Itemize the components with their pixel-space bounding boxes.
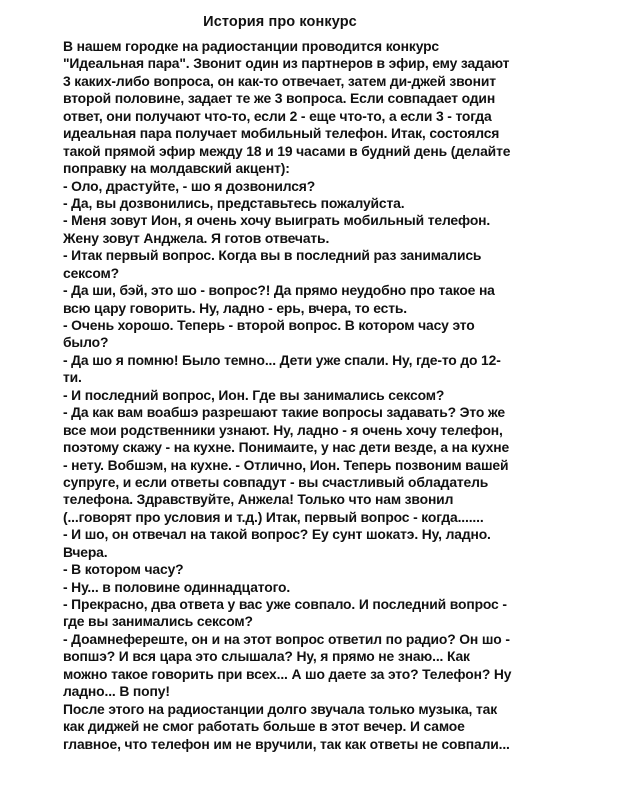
story-line: - Да ши, бэй, это шо - вопрос?! Да прямо неудобно про такое на: [63, 282, 495, 299]
story-line: поправку на молдавский акцент):: [63, 160, 290, 177]
story-body: [63, 38, 608, 753]
story-line: второй половине, задает те же 3 вопроса. Если совпадает один: [63, 90, 496, 107]
story-line: ответ, они получают что-то, если 2 - еще что-то, а если 3 - тогда: [63, 107, 492, 124]
story-line: поэтому скажу - на кухне. Понимаите, у нас дети везде, а на кухне: [63, 439, 510, 456]
story-line: телефона. Здравствуйте, Анжела! Только что нам звонил: [63, 491, 454, 508]
story-line: - Прекрасно, два ответа у вас уже совпало. И последний вопрос -: [63, 596, 507, 612]
story-line: - Оло, драстуйте, - шо я дозвонился?: [63, 177, 316, 194]
story-line: - Да шо я помню! Было темно... Дети уже спали. Ну, где-то до 12-: [63, 351, 501, 368]
story-line: Жену зовут Анджела. Я готов отвечать.: [63, 229, 330, 246]
story-line: В нашем городке на радиостанции проводится конкурс: [63, 38, 439, 54]
story-line: - Доамнеферeште, он и на этот вопрос ответил по радио? Он шо -: [63, 630, 510, 647]
story-line: все мои родственники узнают. Ну, ладно - я очень хочу телефон,: [63, 421, 503, 438]
story-line: всю цару говорить. Ну, ладно - ерь, вчера, то есть.: [63, 299, 408, 316]
story-line: идеальная пара получает мобильный телефон. Итак, состоялся: [63, 125, 500, 142]
story-line: - И шо, он отвечал на такой вопрос? Еу сунт шокатэ. Ну, ладно.: [63, 526, 491, 543]
story-line: - В котором часу?: [63, 561, 184, 578]
story-line: - Итак первый вопрос. Когда вы в последний раз занимались: [63, 247, 482, 264]
story-line: вопшэ? И вся цара это слышала? Ну, я прямо не знаю... Как: [63, 648, 470, 665]
story-line: - Да, вы дозвонились, представьтесь пожалуйста.: [63, 194, 405, 211]
story-title: История про конкурс: [203, 14, 357, 30]
story-line: сексом?: [63, 264, 119, 281]
story-line: главное, что телефон им не вручили, так как ответы не совпали...: [63, 735, 510, 752]
story-line: - Да как вам воабшэ разрешают такие вопросы задавать? Это же: [63, 404, 505, 421]
story-line: можно такое говорить при всех... А шо даете за это? Телефон? Ну: [63, 665, 512, 682]
story-line: - Меня зовут Ион, я очень хочу выиграть мобильный телефон.: [63, 212, 491, 229]
story-line: - Очень хорошо. Теперь - второй вопрос. В котором часу это: [63, 317, 475, 333]
story-line: "Идеальная пара". Звонит один из партнеров в эфир, ему задают: [63, 55, 510, 72]
story-line: ти.: [63, 369, 82, 386]
story-line: где вы занимались сексом?: [63, 613, 253, 630]
story-line: - И последний вопрос, Ион. Где вы занимались сексом?: [63, 386, 445, 403]
story-line: (...говорят про условия и т.д.) Итак, первый вопрос - когда.......: [63, 508, 484, 525]
story-line: 3 каких-либо вопроса, он как-то отвечает, затем ди-джей звонит: [63, 72, 496, 89]
story-line: такой прямой эфир между 18 и 19 часами в будний день (делайте: [63, 142, 511, 159]
story-line: - нету. Вобшэм, на кухне. - Отлично, Ион. Теперь позвоним вашей: [63, 456, 509, 473]
story-line: После этого на радиостанции долго звучала только музыка, так: [63, 700, 498, 717]
story-line: - Ну... в половине одиннадцатого.: [63, 578, 291, 595]
story-line: ладно... В попу!: [63, 683, 170, 700]
story-line: супруге, и если ответы совпадут - вы счастливый обладатель: [63, 473, 489, 490]
story-line: Вчера.: [63, 543, 108, 560]
story-line: было?: [63, 334, 109, 351]
story-line: как диджей не смог работать больше в этот вечер. И самое: [63, 718, 465, 735]
